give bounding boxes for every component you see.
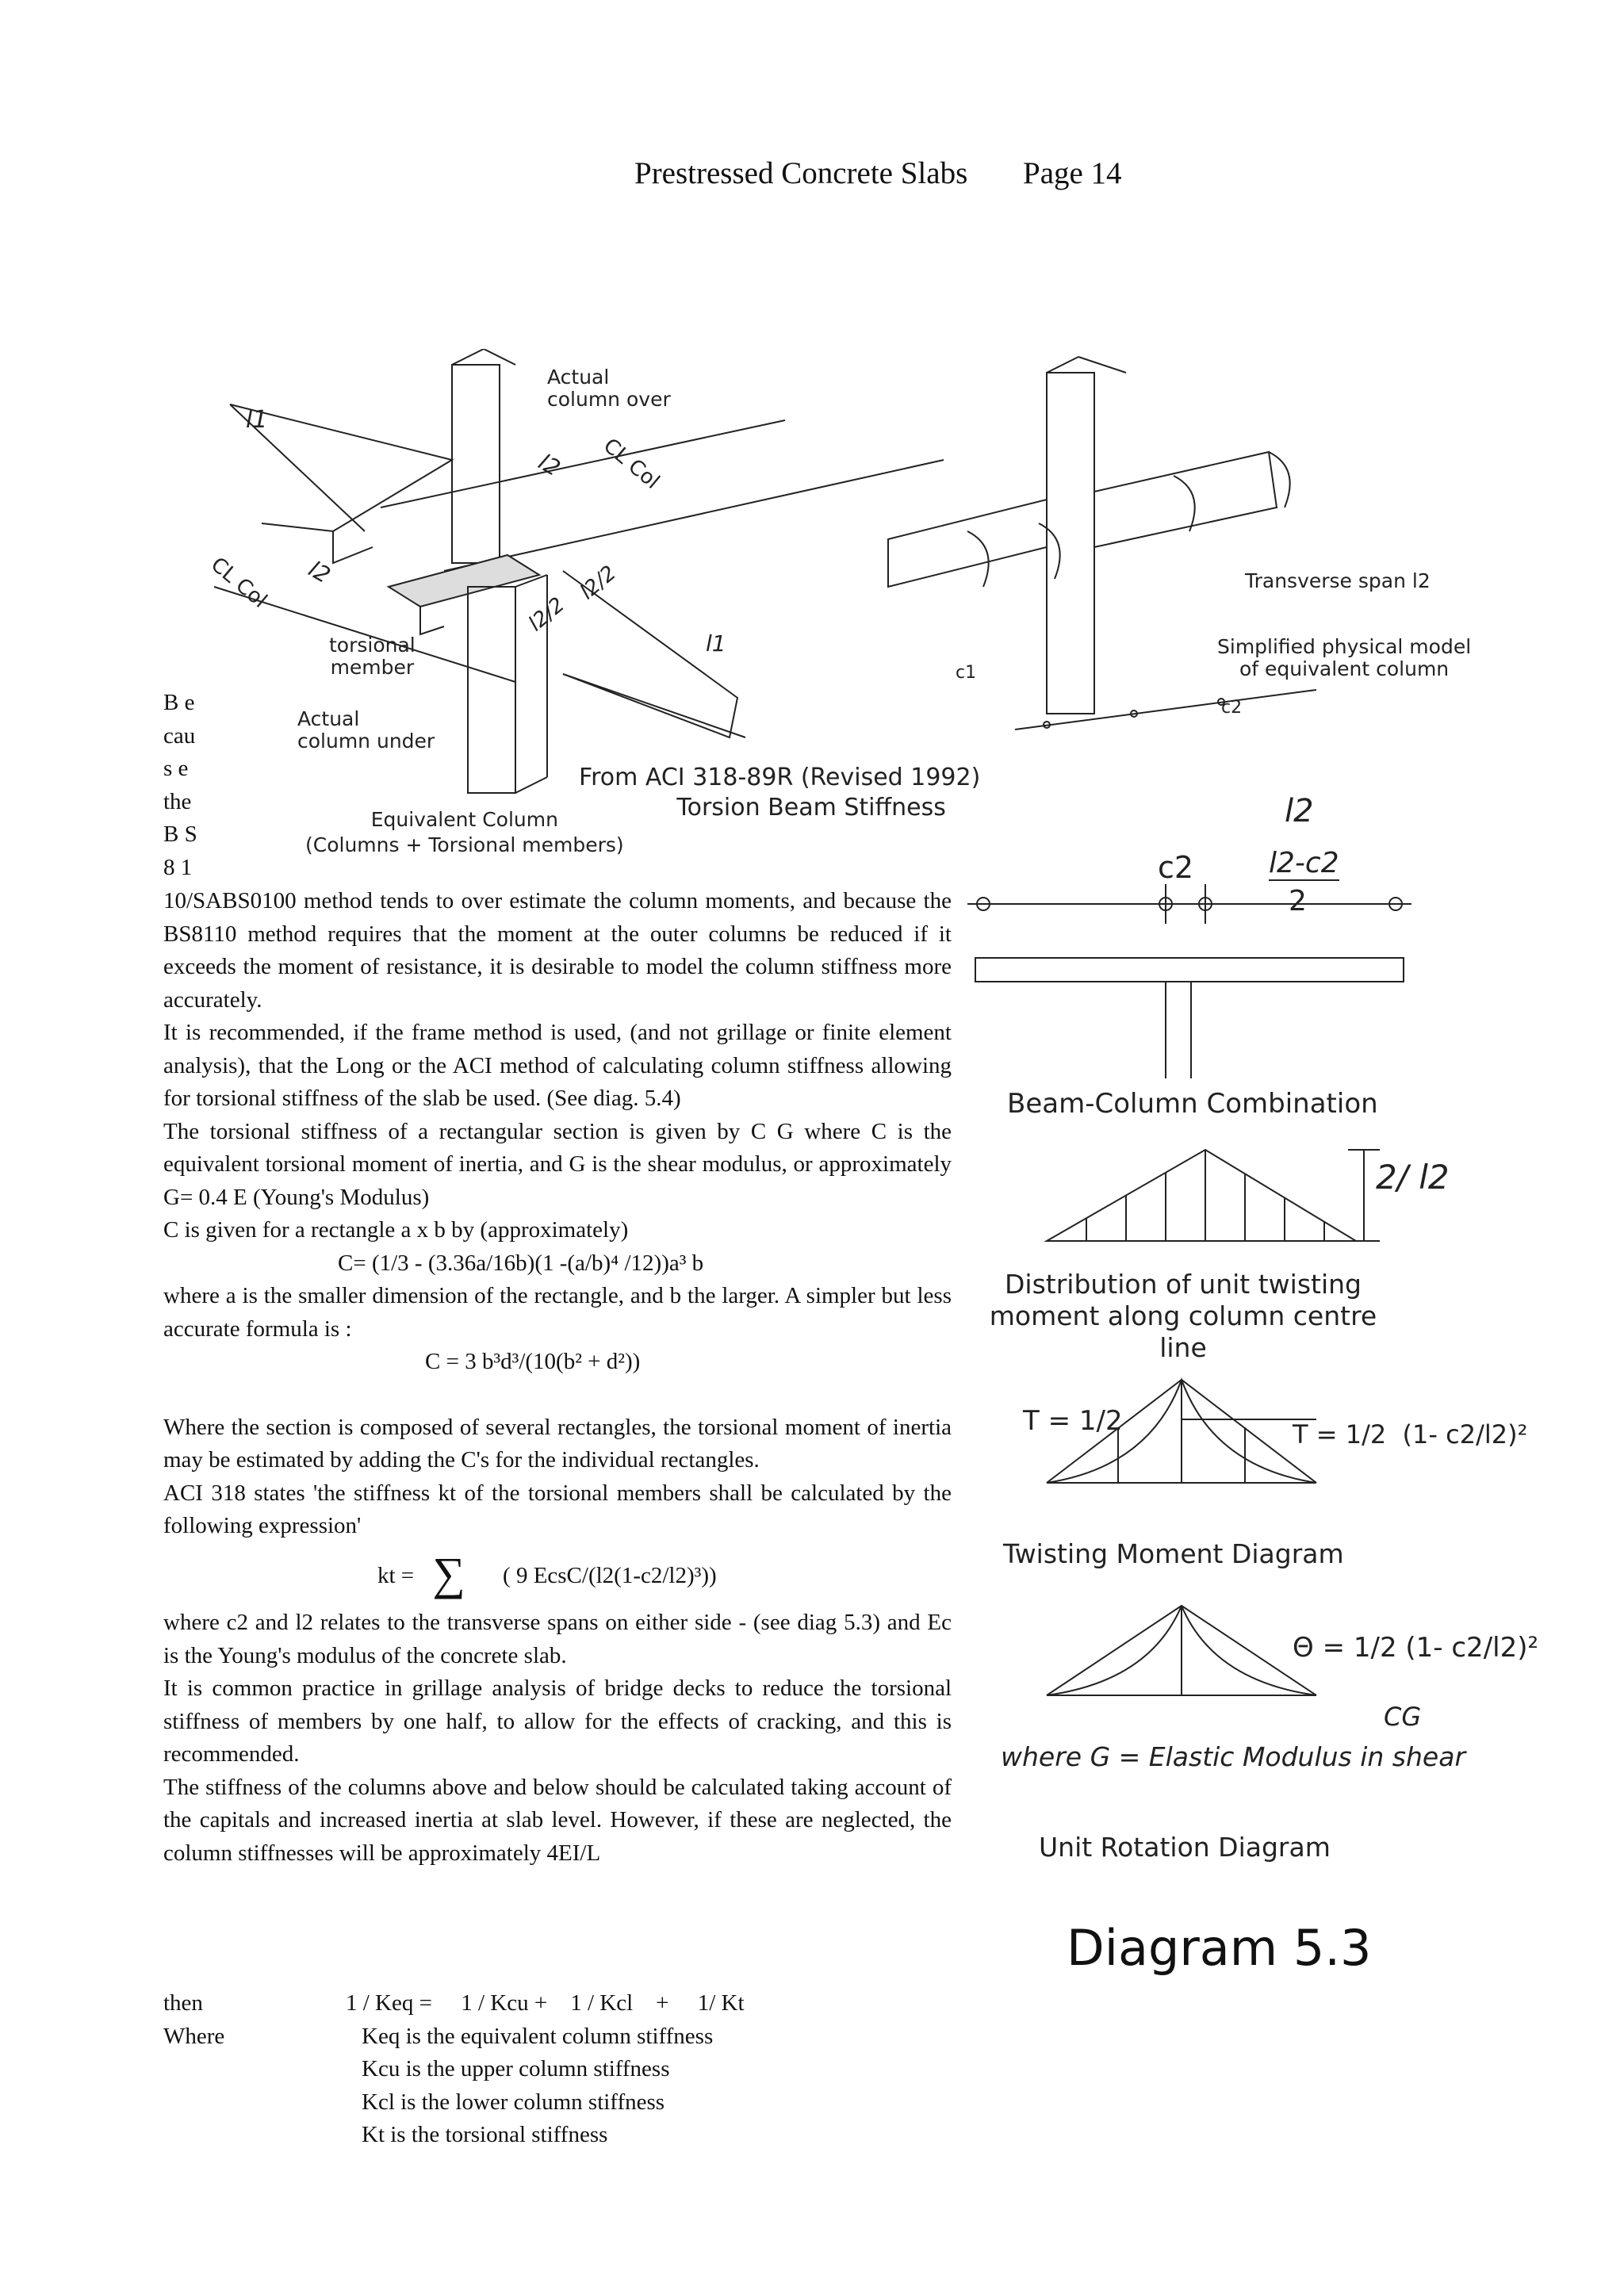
definition-kcu: Kcu is the upper column stiffness	[362, 2056, 670, 2081]
label-l1-a: l1	[246, 406, 268, 434]
label-cg: CG	[1384, 1702, 1422, 1732]
label-l2-minus-c2: l2-c2	[1269, 847, 1339, 879]
definition-list	[362, 2020, 713, 2152]
label-l2-a: l2	[534, 448, 565, 482]
column-over-top-2	[484, 349, 515, 365]
paragraph-1: 10/SABS0100 method tends to over estimate the column moments, and because the BS8110 method requires that the moment at the outer columns be reduced if it exceeds the moment of resistance, it is desirable to model the column stiffness more accurately.	[163, 888, 952, 1013]
label-simplified-model: Simplified physical model of equivalent column	[1217, 635, 1472, 680]
formula-kt	[163, 1543, 952, 1607]
label-equivalent-column: Equivalent Column (Columns + Torsional members)	[305, 808, 624, 856]
label-twisting-diagram: Twisting Moment Diagram	[1003, 1538, 1344, 1569]
document-title: Prestressed Concrete Slabs	[634, 156, 968, 190]
column-over	[452, 365, 500, 563]
label-then: then	[163, 1990, 203, 2016]
label-l2-b: l2	[304, 555, 335, 589]
label-l1-b: l1	[706, 630, 726, 657]
label-two-over-l2: 2/ l2	[1376, 1158, 1450, 1197]
label-unit-rotation: Unit Rotation Diagram	[1039, 1832, 1331, 1863]
stiffness-definitions	[163, 1987, 745, 2152]
model-beam-left	[888, 500, 1047, 587]
equivalent-stiffness-equation: 1 / Keq = 1 / Kcu + 1 / Kcl + 1/ Kt	[346, 1990, 745, 2016]
page-header	[634, 155, 1170, 191]
paragraph-4: C is given for a rectangle a x b by (approximately)	[163, 1217, 629, 1243]
beam-slab	[975, 958, 1404, 982]
paragraph-10: The stiffness of the columns above and below should be calculated taking account of the capitals and increased inertia at slab level. However, if these are neglected, the column stiffnesses will be approximately 4EI/L	[163, 1774, 952, 1866]
label-c2-span: c2	[1158, 850, 1194, 885]
grid-line-1	[381, 420, 785, 507]
label-theta-formula: Θ = 1/2 (1- c2/l2)²	[1293, 1632, 1539, 1664]
definition-eq-row	[163, 1987, 745, 2020]
model-beam-right	[1094, 452, 1277, 547]
upper-slab-end	[333, 531, 373, 563]
grid-line-2	[444, 460, 944, 571]
paragraph-7: ACI 318 states 'the stiffness kt of the torsional members shall be calculated by the following expression'	[163, 1480, 952, 1538]
model-column-top-2	[1078, 357, 1126, 373]
label-t-formula: T = 1/2 (1- c2/l2)²	[1293, 1419, 1528, 1450]
blank-line	[163, 1379, 952, 1411]
page-number: Page 14	[1023, 156, 1122, 190]
label-transverse-span: Transverse span l2	[1245, 569, 1431, 592]
paragraph-3: The torsional stiffness of a rectangular section is given by C G where C is the equivalent torsional moment of inertia, and G is the shear modulus, or approximately G= 0.4 E (Young's Modulus)	[163, 1118, 952, 1210]
paragraph-2: It is recommended, if the frame method is used, (and not grillage or finite element analysis), that the Long or the ACI method of calculating column stiffness allowing for torsional stiffness of the slab be used. (See diag. 5.4)	[163, 1020, 952, 1111]
label-actual-column-over: Actual column over	[547, 366, 671, 411]
label-l2half-a: l2/2	[576, 561, 621, 605]
definition-kt: Kt is the torsional stiffness	[362, 2122, 608, 2147]
definition-kcl: Kcl is the lower column stiffness	[362, 2089, 665, 2115]
label-l2-top: l2	[1285, 793, 1314, 829]
column-over-top	[452, 349, 484, 365]
column-under-base	[515, 777, 547, 793]
label-torsional-member: torsional member	[329, 634, 416, 679]
model-arc-3	[1174, 476, 1195, 531]
distribution-triangle	[1047, 1150, 1356, 1241]
model-arc-2	[1039, 523, 1060, 579]
label-distribution: Distribution of unit twisting moment along column centre line	[989, 1269, 1377, 1363]
label-where-g: where G = Elastic Modulus in shear	[1001, 1741, 1466, 1772]
paragraph-6: Where the section is composed of several rectangles, the torsional moment of inertia may be estimated by adding the C's for the individual rectangles.	[163, 1414, 952, 1473]
formula-c-exact: C= (1/3 - (3.36a/16b)(1 -(a/b)⁴ /12))a³ b	[338, 1250, 704, 1276]
formula-kt-rhs: ( 9 EcsC/(l2(1-c2/l2)³))	[503, 1562, 717, 1588]
column-under	[468, 587, 515, 793]
model-column-top	[1047, 357, 1078, 373]
model-column	[1047, 373, 1094, 714]
paragraph-5: where a is the smaller dimension of the rectangle, and b the larger. A simpler but less accurate formula is :	[163, 1283, 952, 1342]
body-text	[163, 885, 952, 1870]
figure-caption: From ACI 318-89R (Revised 1992) Torsion Beam Stiffness	[579, 764, 981, 821]
model-arc-1	[967, 531, 989, 587]
model-baseline	[1015, 690, 1316, 730]
label-cl-col-b: CL Col	[205, 553, 272, 613]
label-actual-column-under: Actual column under	[297, 707, 435, 753]
paragraph-9: It is common practice in grillage analysis of bridge decks to reduce the torsional stiffness of members by one half, to allow for the effects of cracking, and this is recommended.	[163, 1676, 952, 1767]
label-l2half-b: l2/2	[524, 592, 569, 637]
formula-c-simple: C = 3 b³d³/(10(b² + d²))	[425, 1349, 641, 1374]
narrow-text-column: B e cau s e the B S 8 1	[163, 690, 197, 880]
formula-kt-sigma: ∑	[432, 1547, 465, 1599]
diagram-title: Diagram 5.3	[1067, 1919, 1372, 1977]
torsional-member-end	[420, 607, 444, 634]
label-c2: c2	[1221, 698, 1243, 718]
definition-keq: Keq is the equivalent column stiffness	[362, 2023, 714, 2049]
label-c1: c1	[956, 663, 977, 683]
definition-where-row	[163, 2020, 745, 2152]
formula-kt-lhs: kt =	[377, 1562, 415, 1588]
label-over-2: 2	[1289, 885, 1307, 917]
label-where: Where	[163, 2023, 225, 2049]
label-t-half: T = 1/2	[1023, 1405, 1123, 1437]
label-beam-column: Beam-Column Combination	[1007, 1088, 1378, 1120]
label-cl-col-a: CL Col	[598, 434, 665, 494]
paragraph-8: where c2 and l2 relates to the transverse spans on either side - (see diag 5.3) and Ec is the Young's modulus of the concrete slab.	[163, 1610, 952, 1668]
